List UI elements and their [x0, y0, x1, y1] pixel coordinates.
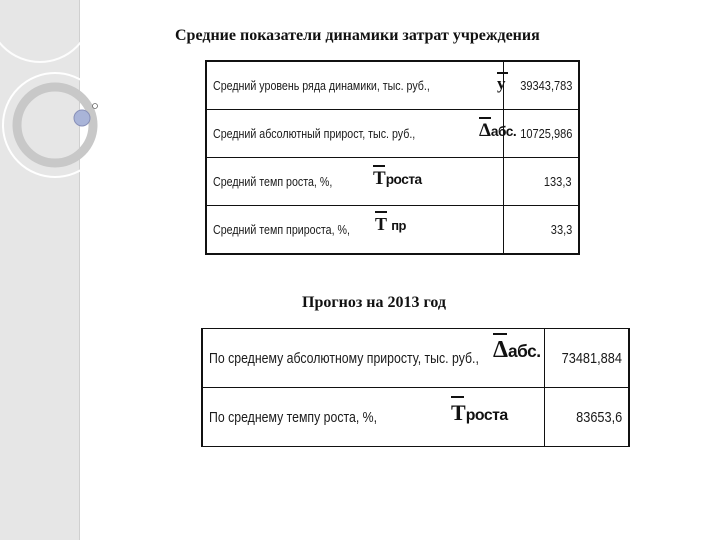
- indicator-value-cell: [504, 206, 580, 255]
- indicator-value-cell: [504, 110, 580, 158]
- indicator-value: 33,3: [550, 222, 572, 237]
- forecast-table: [201, 328, 630, 447]
- indicator-label: Средний темп прироста, %,: [213, 222, 350, 237]
- table-row: [206, 61, 579, 110]
- forecast-value-cell: [545, 329, 629, 388]
- mean-abs-growth-symbol: Δабс.: [479, 120, 516, 142]
- mean-level-symbol: y: [497, 74, 506, 94]
- table-row: [202, 329, 629, 388]
- mean-growth-rate-symbol: Tроста: [373, 168, 422, 190]
- indicator-label-cell: [206, 206, 504, 255]
- indicators-table: [205, 60, 580, 255]
- indicator-label: Средний абсолютный прирост, тыс. руб.,: [213, 126, 416, 141]
- forecast-label-cell: [202, 329, 545, 388]
- forecast-label-cell: [202, 388, 545, 447]
- indicator-label: Средний уровень ряда динамики, тыс. руб.,: [213, 78, 430, 93]
- page-title: Средние показатели динамики затрат учреждения: [175, 27, 540, 44]
- table-row: [206, 158, 579, 206]
- indicator-value: 10725,986: [519, 126, 572, 141]
- indicator-value-cell: [504, 61, 580, 110]
- forecast-label: По среднему абсолютному приросту, тыс. руб.,: [209, 349, 479, 367]
- indicator-value: 39343,783: [519, 78, 572, 93]
- mean-abs-growth-symbol: Δабс.: [493, 337, 541, 364]
- table-row: [202, 388, 629, 447]
- table-row: [206, 110, 579, 158]
- indicator-value-cell: [504, 158, 580, 206]
- indicator-value: 133,3: [544, 174, 572, 189]
- mean-increment-rate-symbol: T пр: [375, 214, 406, 235]
- indicator-label-cell: [206, 158, 504, 206]
- indicator-label: Средний темп роста, %,: [213, 174, 333, 189]
- table-row: [206, 206, 579, 255]
- decorative-circles: [0, 0, 160, 220]
- indicator-label-cell: [206, 61, 504, 110]
- forecast-label: По среднему темпу роста, %,: [209, 408, 378, 426]
- forecast-value: 83653,6: [575, 408, 622, 426]
- indicator-label-cell: [206, 110, 517, 158]
- forecast-value: 73481,884: [561, 349, 622, 367]
- mean-growth-rate-symbol: Tроста: [451, 400, 508, 426]
- forecast-value-cell: [545, 388, 629, 447]
- forecast-title: Прогноз на 2013 год: [302, 294, 446, 311]
